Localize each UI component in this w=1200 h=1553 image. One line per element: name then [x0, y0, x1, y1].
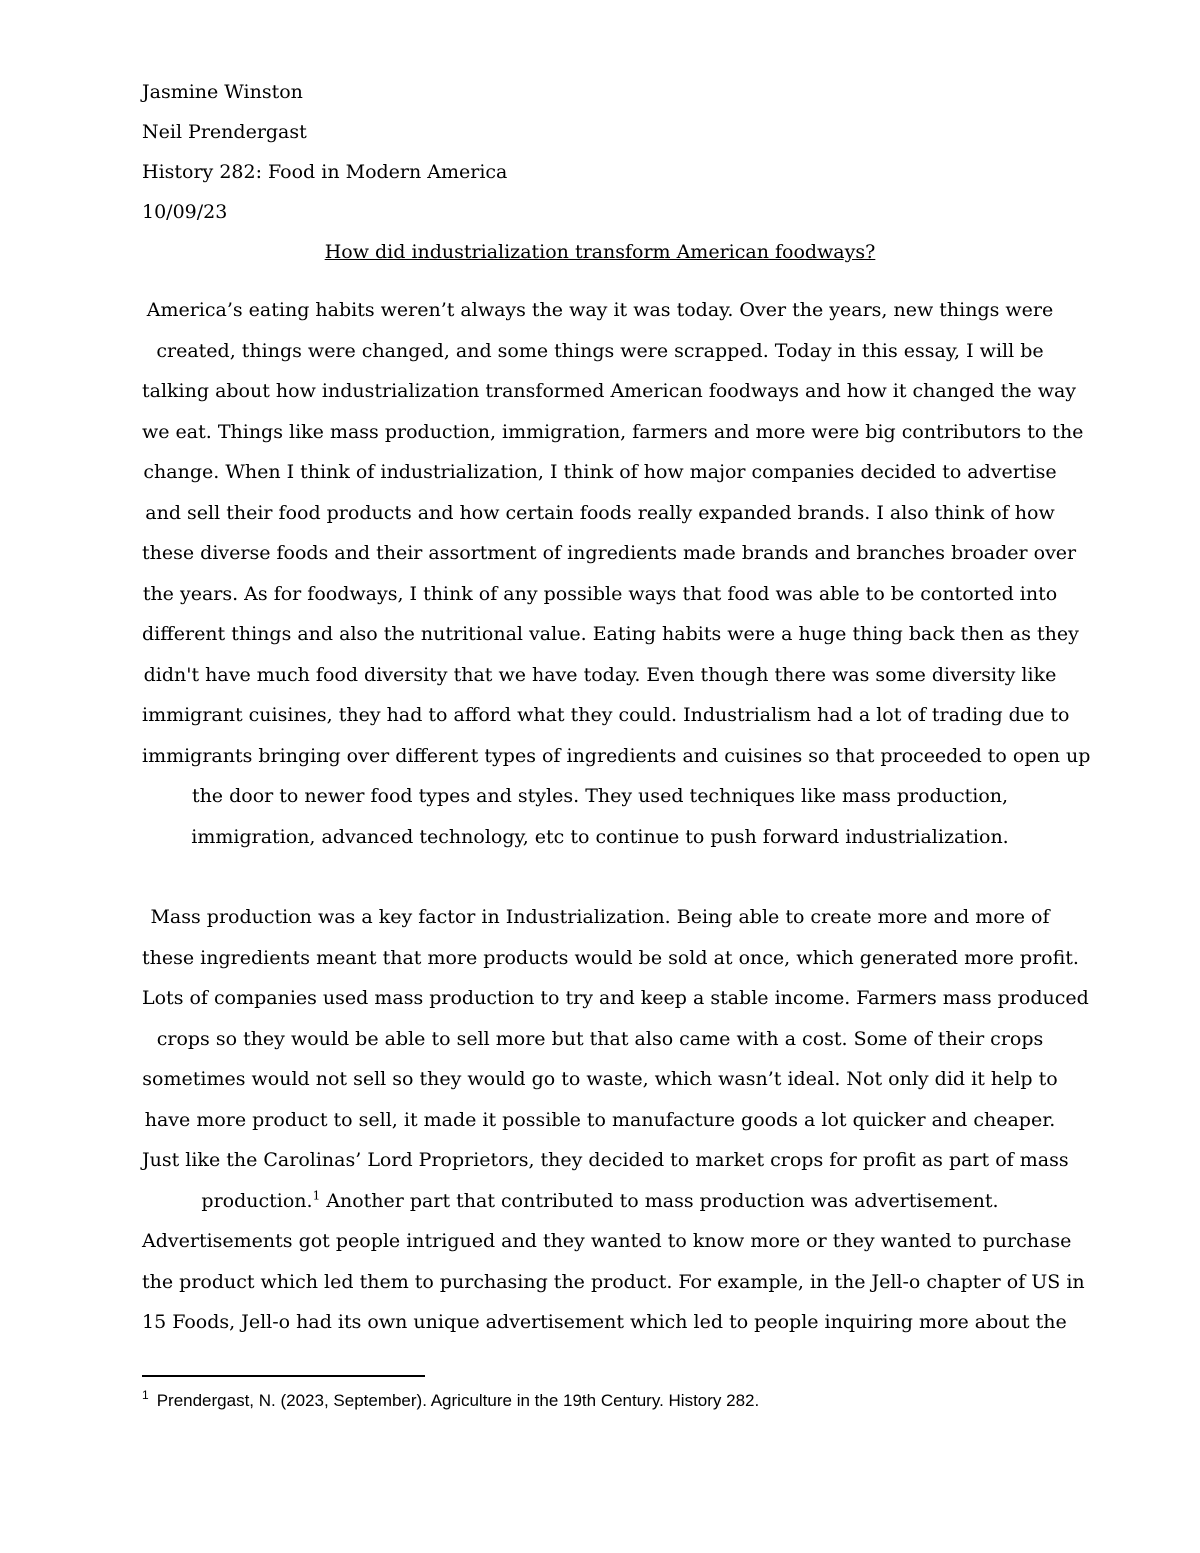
paragraph-line: these diverse foods and their assortment of ingredients made brands and branches broader over: [142, 542, 1077, 564]
essay-heading: [142, 72, 1042, 232]
paragraph-line: these ingredients meant that more products would be sold at once, which generated more profit.: [142, 946, 1079, 969]
paragraph-line: the door to newer food types and styles. They used techniques like mass production,: [191, 785, 1009, 807]
paragraph-line: have more product to sell, it made it possible to manufacture goods a lot quicker and cheaper.: [144, 1108, 1056, 1131]
paragraph-line: America’s eating habits weren’t always the way it was today. Over the years, new things were: [146, 299, 1054, 321]
paragraph-line: the product which led them to purchasing the product. For example, in the Jell-o chapter of US in: [142, 1270, 1085, 1293]
footnote-separator: [142, 1375, 425, 1377]
paragraph-line: Advertisements got people intrigued and they wanted to know more or they wanted to purchase: [142, 1230, 1072, 1252]
essay-title: How did industrialization transform American foodways?: [324, 241, 876, 263]
instructor-name: Neil Prendergast: [142, 121, 307, 143]
paragraph-line: Lots of companies used mass production to try and keep a stable income. Farmers mass produced: [142, 987, 1089, 1009]
footnote-text: Prendergast, N. (2023, September). Agriculture in the 19th Century. History 282.: [156, 1391, 760, 1410]
paragraph-line: and sell their food products and how certain foods really expanded brands. I also think of how: [145, 501, 1055, 524]
paragraph-line: change. When I think of industrialization, I think of how major companies decided to advertise: [143, 461, 1057, 483]
line-text-start: production.: [201, 1189, 313, 1212]
footnote-number: 1: [142, 1388, 149, 1403]
paragraph-line: different things and also the nutritional value. Eating habits were a huge thing back then as they: [142, 623, 1079, 645]
paragraph-line: sometimes would not sell so they would go to waste, which wasn’t ideal. Not only did it help to: [142, 1068, 1058, 1090]
essay-date: 10/09/23: [142, 201, 228, 223]
paragraph-line: immigrants bringing over different types of ingredients and cuisines so that proceeded to open up: [142, 744, 1091, 767]
paragraph-line: 15 Foods, Jell-o had its own unique advertisement which led to people inquiring more about the: [142, 1311, 1067, 1333]
paragraph-line: Mass production was a key factor in Industrialization. Being able to create more and more of: [150, 906, 1050, 928]
paragraph-line: immigration, advanced technology, etc to continue to push forward industrialization.: [191, 825, 1009, 848]
footnote-reference[interactable]: 1: [312, 1188, 321, 1203]
line-text-end: Another part that contributed to mass production was advertisement.: [320, 1189, 999, 1212]
course-name: History 282: Food in Modern America: [142, 161, 508, 183]
paragraph-1: [142, 290, 1091, 857]
paragraph-line: we eat. Things like mass production, immigration, farmers and more were big contributors to the: [142, 420, 1084, 443]
paragraph-2: [142, 897, 1089, 1343]
paragraph-line: immigrant cuisines, they had to afford what they could. Industrialism had a lot of trading due to: [142, 704, 1070, 726]
paragraph-line: crops so they would be able to sell more but that also came with a cost. Some of their crops: [156, 1027, 1044, 1050]
paragraph-line: talking about how industrialization transformed American foodways and how it changed the way: [142, 380, 1077, 402]
author-name: Jasmine Winston: [142, 81, 303, 103]
paragraph-line: Just like the Carolinas’ Lord Proprietors, they decided to market crops for profit as part of mass: [142, 1149, 1069, 1171]
paragraph-line: created, things were changed, and some things were scrapped. Today in this essay, I will be: [156, 339, 1044, 362]
footnote: [142, 1389, 759, 1413]
paragraph-line: the years. As for foodways, I think of any possible ways that food was able to be contorted into: [142, 582, 1058, 605]
paragraph-line: didn't have much food diversity that we have today. Even though there was some diversity like: [143, 663, 1057, 686]
paragraph-line-with-footnote: [142, 1181, 1058, 1222]
